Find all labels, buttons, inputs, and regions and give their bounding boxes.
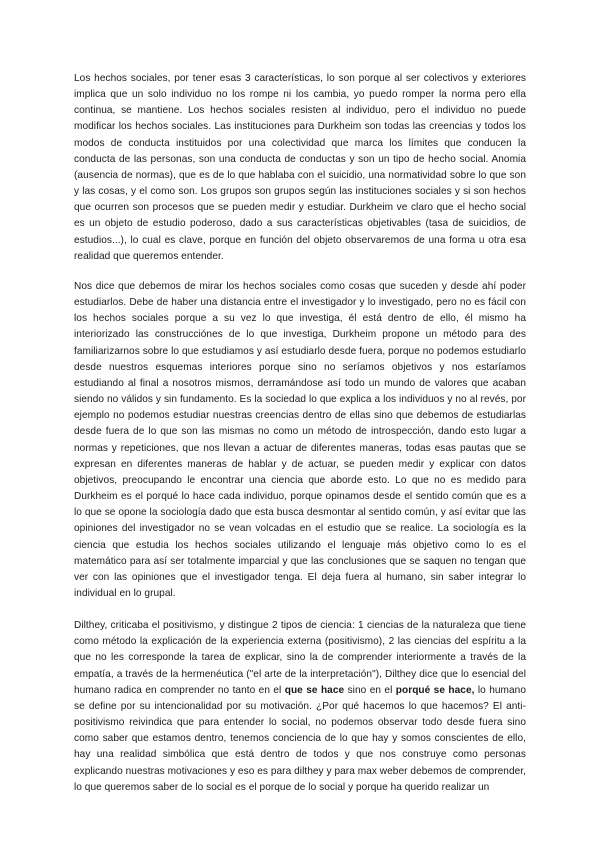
paragraph-dilthey-text-3: lo humano se define por su intencionalidad por su motivación. ¿Por qué hacemos lo que hacemos? El anti-positivismo reivindica que para entender lo social, no podemos observar todo desde fuera sino como saber que estamos dentro, tenemos conciencia de lo que hay y somos conscientes de ello, hay una realidad simbólica que está dentro de todos y que nos construye como personas explicando nuestras motivaciones y eso es para dilthey y para max weber debemos de comprender, lo que queremos saber de lo social es el porque de lo social y porque ha querido realizar un bbox=[74, 684, 526, 793]
document-body bbox=[74, 71, 526, 796]
paragraph-dilthey bbox=[74, 618, 526, 796]
paragraph-hechos-sociales: Los hechos sociales, por tener esas 3 características, lo son porque al ser colectivos y exteriores implica que un solo individuo no los rompe ni los cambia, yo puedo romper la norma pero ella continua, se mantiene. Los hechos sociales resisten al individuo, pero el individuo no puede modificar los hechos sociales. Las instituciones para Durkheim son todas las creencias y todos los modos de conducta instituidos por una colectividad que marca los límites que conducen la conducta de las personas, son una conducta de conductas y son un tipo de hecho social. Anomia (ausencia de normas), que es de lo que hablaba con el suicidio, una normatividad sobre lo que son y las cosas, y el como son. Los grupos son grupos según las instituciones sociales y si son hechos que ocurren son procesos que se pueden medir y estudiar. Durkheim ve claro que el hecho social es un objeto de estudio poderoso, dado a sus características objetivables (tasa de suicidios, de estudios...), lo cual es clave, porque en función del objeto observaremos de una forma u otra esa realidad que queremos entender. bbox=[74, 73, 526, 262]
emphasis-porque-se-hace: porqué se hace, bbox=[395, 684, 475, 696]
paragraph-dilthey-text-1: Dilthey, criticaba el positivismo, y distingue 2 tipos de ciencia: 1 ciencias de la naturaleza que tiene como método la explicación de la experiencia externa (positivismo), 2 las ciencias del espíritu a la que no les corresponde la tarea de explicar, sino la de comprender interiormente a través de la empatía, a través de la hermenéutica ("el arte de la interpretación"), Dilthey dice que lo esencial del humano radica en comprender no tanto en el bbox=[74, 620, 526, 696]
paragraph-durkheim-metodo: Nos dice que debemos de mirar los hechos sociales como cosas que suceden y desde ahí poder estudiarlos. Debe de haber una distancia entre el investigador y lo investigado, pero no es fácil con los hechos sociales porque a su vez lo que investiga, él está dentro de ello, él mismo ha interiorizado las construcciónes de lo que investiga, Durkheim propone un método para des familiarizarnos sobre lo que estudiamos y así estudiarlo desde fuera, porque no podemos estudiarlo desde nuestros esquemas interiores porque sino no seríamos objetivos y nos estaríamos estudiando al final a nosotros mismos, derramándose así todo un mundo de valores que acaban siendo no válidos y sin fundamento. Es la sociedad lo que explica a los individuos y no al revés, por ejemplo no podemos estudiar nuestras creencias dentro de ellas sino que debemos de estudiarlas desde fuera de lo que son las mismas no como un método de introspección, dando esto lugar a normas y repeticiones, que nos llevan a actuar de diferentes maneras, todas esas pautas que se expresan en diferentes maneras de hablar y de actuar, se pueden medir y explicar con datos objetivos, preocupando le encontrar una ciencia que aborde esto. Lo que no es medido para Durkheim es el porqué lo hace cada individuo, porque opinamos desde el sentido común que es a lo que se opone la sociología dado que esta busca desmontar al sentido común, y así evitar que las opiniones del investigador no se vean volcadas en el estudio que se realice. La sociología es la ciencia que estudia los hechos sociales utilizando el lenguaje más objetivo como lo es el matemático para así ser totalmente imparcial y que las conclusiones que se saquen no tengan que ver con las opiniones que el investigador tenga. El deja fuera al humano, sin saber integrar lo individual en lo grupal. bbox=[74, 281, 526, 599]
paragraph-dilthey-text-2: sino en el bbox=[344, 684, 396, 696]
emphasis-que-se-hace: que se hace bbox=[284, 684, 345, 696]
